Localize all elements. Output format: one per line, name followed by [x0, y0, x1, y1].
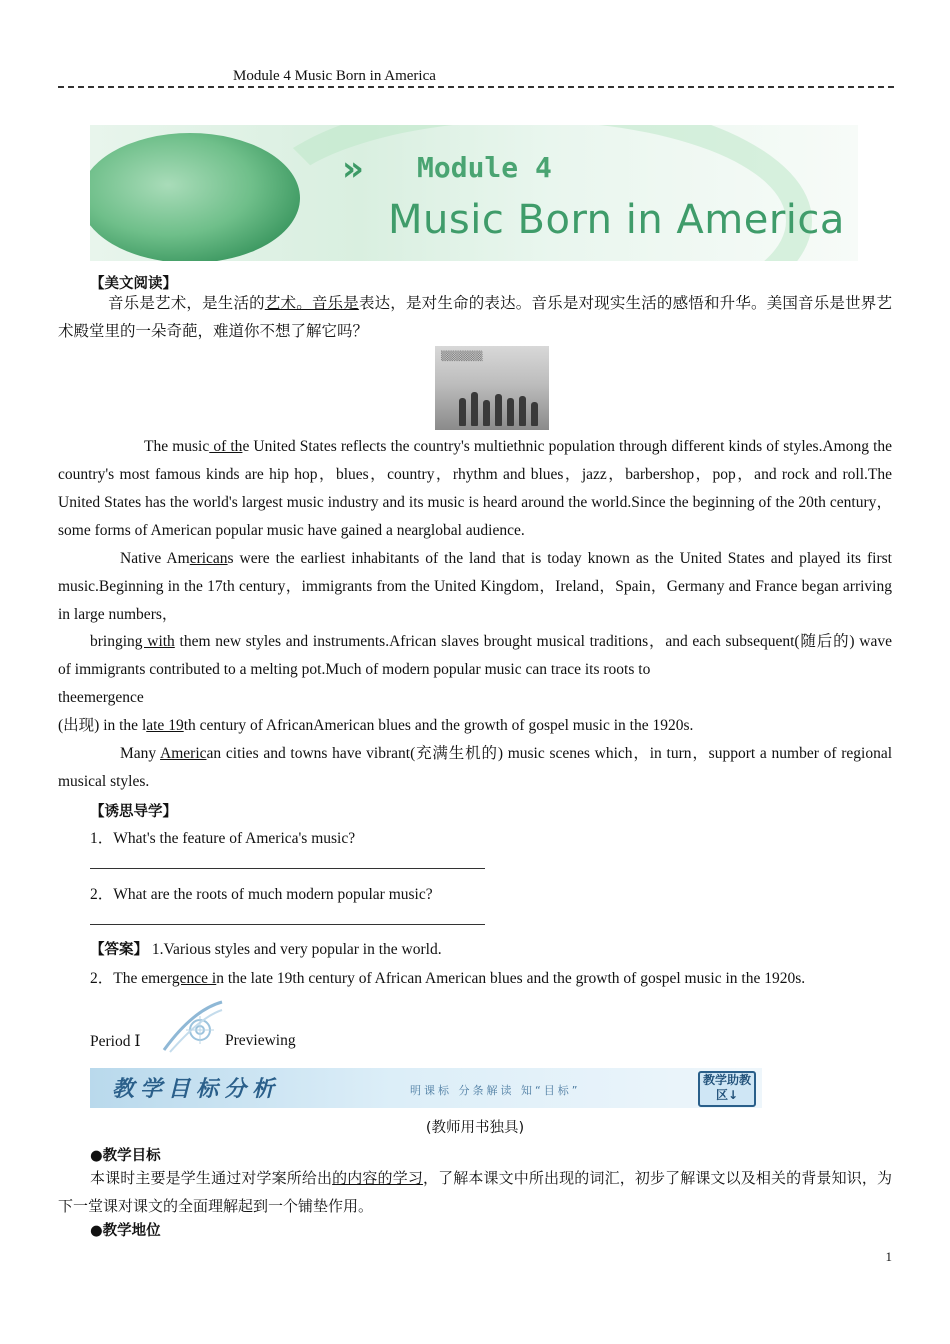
page-number: 1	[885, 1249, 892, 1264]
reading-paragraph-1: The music of the United States reflects the country's multiethnic population through different kinds of styles.Among the country's most famous kinds are hip hop，blues，country，rhythm and blues，jazz，barbershop，pop，and rock and roll.The United States has the world's largest music industry and its music is heard around the world.Since the beginning of the 20th century，some forms of American popular music have gained a nearglobal audience.	[58, 438, 892, 539]
answer-blank-1[interactable]	[90, 868, 485, 869]
running-header: Module 4 Music Born in America	[233, 68, 436, 84]
reading-paragraph-6: Many American cities and towns have vibrant(充满生机的) music scenes which，in turn，support a number of regional musical styles.	[58, 745, 893, 790]
goal-text: 本课时主要是学生通过对学案所给出的内容的学习，了解本课文中所出现的词汇，初步了解课文以及相关的背景知识，为下一堂课对课文的全面理解起到一个铺垫作用。	[58, 1171, 892, 1215]
answer-label: 【答案】	[90, 942, 148, 958]
teacher-zone-tag: 教学助教区↓	[698, 1071, 756, 1107]
reading-paragraph-2: Native Americans were the earliest inhabitants of the land that is today known as the United States and played its first music.Beginning in the 17th century，immigrants from the United Kingdom，Ireland，Spain，Germany and France began arriving in large numbers，	[58, 550, 892, 623]
question-2: 2．What are the roots of much modern popular music?	[90, 886, 433, 903]
header-divider	[58, 86, 894, 88]
position-heading: ●教学地位	[90, 1223, 161, 1239]
reading-paragraph-5: (出现) in the late 19th century of AfricanAmerican blues and the growth of gospel music in the 1920s.	[58, 717, 694, 734]
objective-banner	[90, 1068, 762, 1108]
reading-paragraph-3: bringing with them new styles and instruments.African slaves brought musical traditions，and each subsequent(随后的) wave of immigrants contributed to a melting pot.Much of modern popular music can trace its roots to	[58, 633, 892, 678]
music-band-photo	[435, 346, 549, 430]
figure-silhouette	[531, 402, 538, 426]
answer-2: 2．The emergence in the late 19th century of African American blues and the growth of gospel music in the 1920s.	[90, 970, 806, 987]
figure-silhouette	[471, 392, 478, 426]
figure-silhouette	[507, 398, 514, 426]
photo-caption-blur: ▒▒▒▒▒▒	[441, 352, 483, 362]
reading-paragraph-4: theemergence	[58, 689, 144, 706]
guide-heading: 【诱思导学】	[90, 804, 177, 820]
figure-silhouette	[459, 398, 466, 426]
answer-blank-2[interactable]	[90, 924, 485, 925]
figure-silhouette	[483, 400, 490, 426]
reading-intro: 音乐是艺术，是生活的艺术。音乐是表达，是对生命的表达。音乐是对现实生活的感悟和升华。美国音乐是世界艺术殿堂里的一朵奇葩，难道你不想了解它吗？	[58, 295, 892, 340]
figure-silhouette	[495, 394, 502, 426]
target-logo-icon	[160, 998, 224, 1054]
goal-heading: ●教学目标	[90, 1148, 161, 1164]
module-banner	[90, 125, 858, 261]
figure-silhouette	[519, 396, 526, 426]
banner-title: Music Born in America	[388, 197, 845, 243]
objective-banner-subtitle: 明课标 分条解读 知“目标”	[410, 1084, 581, 1097]
reading-heading: 【美文阅读】	[90, 276, 177, 292]
period-label: Period Ⅰ	[90, 1033, 141, 1050]
teacher-note: (教师用书独具)	[425, 1120, 525, 1136]
double-arrow-icon: »	[342, 149, 358, 189]
period-title: Previewing	[225, 1032, 296, 1049]
answer-1: 【答案】 1.Various styles and very popular in the world.	[90, 941, 442, 958]
question-1: 1．What's the feature of America's music?	[90, 830, 356, 847]
banner-module-label: Module 4	[417, 151, 552, 184]
objective-banner-title: 教学目标分析	[112, 1077, 281, 1102]
